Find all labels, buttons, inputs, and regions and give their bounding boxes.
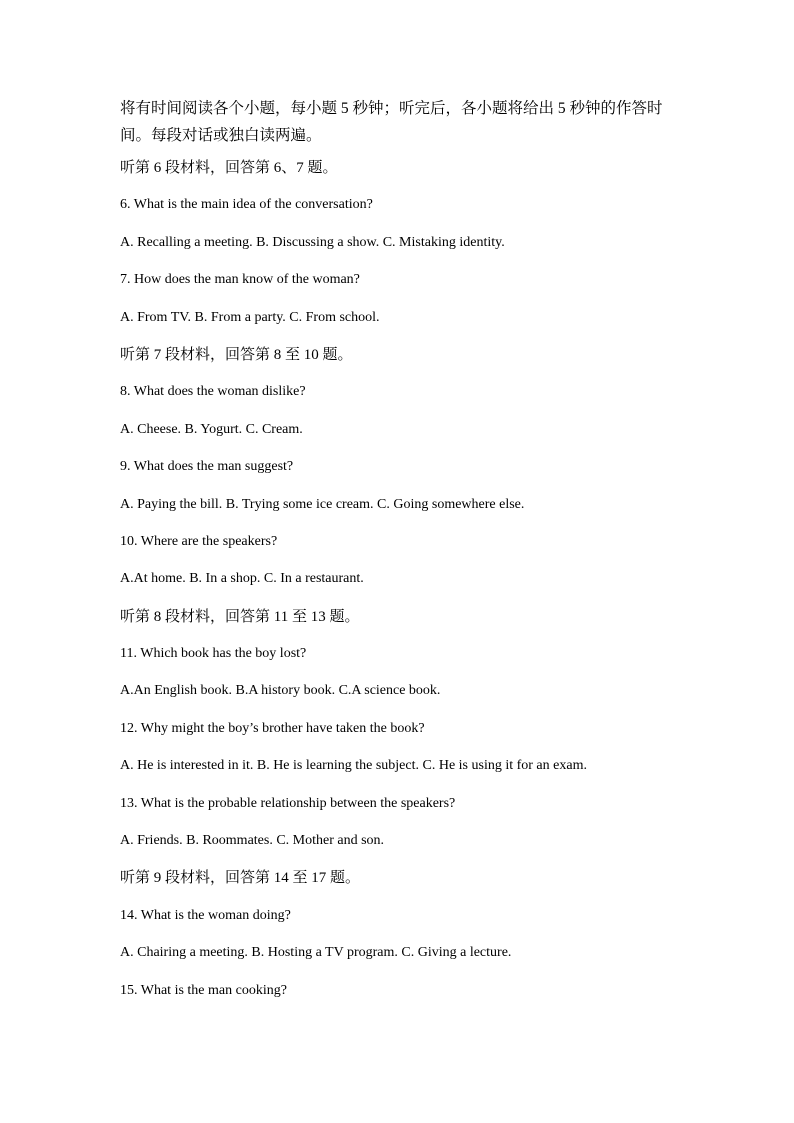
question-7: 7. How does the man know of the woman? <box>120 272 360 288</box>
question-14: 14. What is the woman doing? <box>120 907 291 923</box>
question-12: 12. Why might the boy’s brother have taken the book? <box>120 720 425 736</box>
intro-paragraph: 将有时间阅读各个小题，每小题 5 秒钟；听完后，各小题将给出 5 秒钟的作答时间。每段对话或独白读两遍。 <box>120 100 663 144</box>
section-heading: 听第 9 段材料，回答第 14 至 17 题。 <box>120 870 361 887</box>
options-14: A. Chairing a meeting. B. Hosting a TV program. C. Giving a lecture. <box>120 945 512 961</box>
options-6: A. Recalling a meeting. B. Discussing a show. C. Mistaking identity. <box>120 234 505 250</box>
options-12: A. He is interested in it. B. He is learning the subject. C. He is using it for an exam. <box>120 758 587 774</box>
options-11: A.An English book. B.A history book. C.A science book. <box>120 683 441 699</box>
question-11: 11. Which book has the boy lost? <box>120 646 307 662</box>
section-heading: 听第 8 段材料，回答第 11 至 13 题。 <box>120 608 360 625</box>
options-8: A. Cheese. B. Yogurt. C. Cream. <box>120 421 303 437</box>
content-lines <box>120 159 680 1019</box>
question-10: 10. Where are the speakers? <box>120 533 278 549</box>
options-9: A. Paying the bill. B. Trying some ice cream. C. Going somewhere else. <box>120 496 525 512</box>
document-page <box>120 95 680 1019</box>
section-heading: 听第 7 段材料，回答第 8 至 10 题。 <box>120 346 353 363</box>
question-15: 15. What is the man cooking? <box>120 982 287 998</box>
question-6: 6. What is the main idea of the conversation? <box>120 197 373 213</box>
question-8: 8. What does the woman dislike? <box>120 384 306 400</box>
options-10: A.At home. B. In a shop. C. In a restaurant. <box>120 571 364 587</box>
options-13: A. Friends. B. Roommates. C. Mother and son. <box>120 833 385 849</box>
question-13: 13. What is the probable relationship between the speakers? <box>120 795 456 811</box>
section-heading: 听第 6 段材料，回答第 6、7 题。 <box>120 160 338 176</box>
question-9: 9. What does the man suggest? <box>120 459 294 475</box>
options-7: A. From TV. B. From a party. C. From school. <box>120 309 380 325</box>
